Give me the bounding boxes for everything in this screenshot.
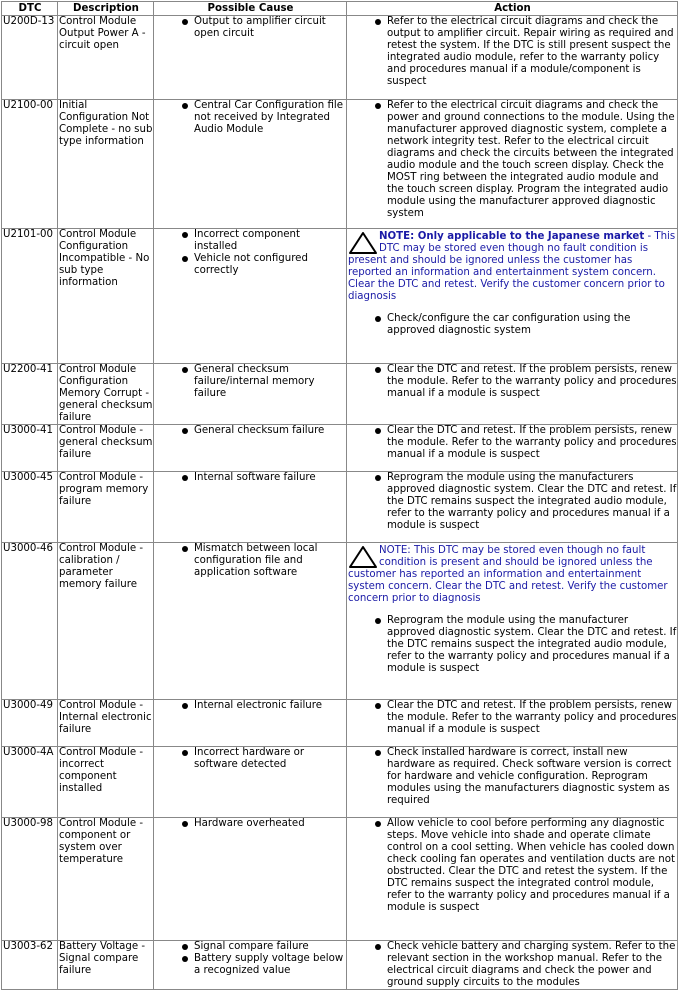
table-row <box>2 100 678 229</box>
cause-list <box>155 100 346 136</box>
cause-text: Internal software failure <box>194 472 316 483</box>
possible-cause-cell <box>154 100 347 229</box>
action-cell <box>347 543 678 700</box>
cause-item <box>155 229 346 253</box>
bullet-icon <box>375 750 381 756</box>
cause-text: Mismatch between local configuration file and application software <box>194 543 318 578</box>
possible-cause-cell <box>154 472 347 543</box>
action-cell <box>347 472 678 543</box>
header-description: Description <box>58 2 154 16</box>
bullet-icon <box>375 428 381 434</box>
note-block <box>348 545 677 605</box>
bullet-icon <box>375 19 381 25</box>
action-item <box>348 16 677 88</box>
possible-cause-cell <box>154 747 347 818</box>
dtc-description: Battery Voltage - Signal compare failure <box>58 941 154 990</box>
bullet-icon <box>375 367 381 373</box>
cause-list <box>155 364 346 400</box>
possible-cause-cell <box>154 818 347 941</box>
action-list <box>348 818 677 914</box>
table-row <box>2 747 678 818</box>
action-text: Allow vehicle to cool before performing any diagnostic steps. Move vehicle into shade and operate climate control on a cool setting. When vehicle has cooled down check cooling fan operates and ventilation ducts are not obstructed. Clear the DTC and retest the system. If the DTC remains suspect the integrated control module, refer to the warranty policy and procedures manual if a module is suspect <box>387 818 675 913</box>
dtc-description: Initial Configuration Not Complete - no sub type information <box>58 100 154 229</box>
note-block <box>348 231 677 303</box>
table-row <box>2 543 678 700</box>
action-list <box>348 472 677 532</box>
bullet-icon <box>182 19 188 25</box>
cause-item <box>155 472 346 484</box>
dtc-table <box>1 1 678 990</box>
bullet-icon <box>182 103 188 109</box>
action-cell <box>347 747 678 818</box>
cause-list <box>155 16 346 40</box>
cause-text: Battery supply voltage below a recognized value <box>194 953 344 976</box>
action-text: Refer to the electrical circuit diagrams and check the power and ground connections to the module. Using the manufacturer approved diagnostic system, complete a network integrity test. Refer to the electrical circuit diagrams and check the circuits between the integrated audio module and the touch screen display. Check the MOST ring between the integrated audio module and the touch screen display. Program the integrated audio module using the manufacturer approved diagnostic system <box>387 100 675 219</box>
header-dtc: DTC <box>2 2 58 16</box>
cause-item <box>155 941 346 953</box>
action-item <box>348 364 677 400</box>
dtc-description: Control Module - general checksum failure <box>58 425 154 472</box>
bullet-icon <box>375 703 381 709</box>
bullet-icon <box>182 821 188 827</box>
dtc-code: U2100-00 <box>2 100 58 229</box>
possible-cause-cell <box>154 700 347 747</box>
action-list <box>348 425 677 461</box>
table-row <box>2 364 678 425</box>
action-item <box>348 818 677 914</box>
cause-item <box>155 16 346 40</box>
action-cell <box>347 100 678 229</box>
bullet-icon <box>182 232 188 238</box>
cause-list <box>155 700 346 712</box>
bullet-icon <box>182 367 188 373</box>
action-list <box>348 100 677 220</box>
cause-text: Incorrect component installed <box>194 229 301 252</box>
action-text: Check/configure the car configuration using the approved diagnostic system <box>387 313 631 336</box>
header-action: Action <box>347 2 678 16</box>
action-text: Clear the DTC and retest. If the problem persists, renew the module. Refer to the warranty policy and procedures manual if a module is suspect <box>387 425 677 460</box>
cause-item <box>155 253 346 277</box>
action-text: Check vehicle battery and charging system. Refer to the relevant section in the workshop manual. Refer to the electrical circuit diagrams and check the power and ground supply circuits to the modules <box>387 941 676 988</box>
action-list <box>348 615 677 675</box>
cause-list <box>155 425 346 437</box>
action-cell <box>347 364 678 425</box>
bullet-icon <box>182 703 188 709</box>
cause-item <box>155 425 346 437</box>
note-heading: NOTE: Only applicable to the Japanese market <box>379 231 645 242</box>
dtc-description: Control Module - incorrect component installed <box>58 747 154 818</box>
dtc-code: U2101-00 <box>2 229 58 364</box>
cause-text: Central Car Configuration file not received by Integrated Audio Module <box>194 100 343 135</box>
possible-cause-cell <box>154 16 347 100</box>
dtc-description: Control Module - component or system over temperature <box>58 818 154 941</box>
dtc-code: U3000-45 <box>2 472 58 543</box>
action-text: Refer to the electrical circuit diagrams and check the output to amplifier circuit. Repair wiring as required and retest the system. If the DTC is still present suspect the integrated audio module, refer to the warranty policy and procedures manual if a module/component is suspect <box>387 16 674 87</box>
cause-item <box>155 747 346 771</box>
note-text: - This DTC may be stored even though no fault condition is present and should be ignored unless the customer has reported an information and entertainment system concern. Clear the DTC and retest. Verify the customer concern prior to diagnosis <box>348 231 676 302</box>
dtc-description: Control Module Output Power A - circuit open <box>58 16 154 100</box>
table-row <box>2 472 678 543</box>
action-cell <box>347 941 678 990</box>
cause-item <box>155 953 346 977</box>
table-row <box>2 700 678 747</box>
dtc-description: Control Module - Internal electronic failure <box>58 700 154 747</box>
dtc-description: Control Module - program memory failure <box>58 472 154 543</box>
action-item <box>348 941 677 989</box>
action-list <box>348 941 677 989</box>
bullet-icon <box>375 103 381 109</box>
action-text: Reprogram the module using the manufacturer approved diagnostic system. Clear the DTC and retest. If the DTC remains suspect the integrated audio module, refer to the warranty policy and procedures manual if a module is suspect <box>387 615 677 674</box>
cause-list <box>155 472 346 484</box>
note-text: NOTE: This DTC may be stored even though no fault condition is present and should be ignored unless the customer has reported an information and entertainment system concern. Clear the DTC and retest. Verify the customer concern prior to diagnosis <box>348 545 668 604</box>
bullet-icon <box>182 546 188 552</box>
action-cell <box>347 700 678 747</box>
dtc-code: U3000-49 <box>2 700 58 747</box>
cause-list <box>155 543 346 579</box>
dtc-description: Control Module Configuration Incompatible - No sub type information <box>58 229 154 364</box>
cause-item <box>155 818 346 830</box>
dtc-code: U200D-13 <box>2 16 58 100</box>
bullet-icon <box>182 475 188 481</box>
bullet-icon <box>375 316 381 322</box>
dtc-code: U3003-62 <box>2 941 58 990</box>
table-row <box>2 425 678 472</box>
cause-text: Signal compare failure <box>194 941 309 952</box>
action-item <box>348 472 677 532</box>
bullet-icon <box>182 750 188 756</box>
dtc-code: U2200-41 <box>2 364 58 425</box>
dtc-description: Control Module Configuration Memory Corrupt - general checksum failure <box>59 364 153 423</box>
cause-item <box>155 364 346 400</box>
cause-list <box>155 747 346 771</box>
table-row <box>2 16 678 100</box>
action-cell <box>347 16 678 100</box>
action-list <box>348 313 677 337</box>
action-item <box>348 747 677 807</box>
action-item <box>348 100 677 220</box>
bullet-icon <box>375 618 381 624</box>
action-cell <box>347 818 678 941</box>
action-text: Reprogram the module using the manufacturers approved diagnostic system. Clear the DTC and retest. If the DTC remains suspect the integrated audio module, refer to the warranty policy and procedures manual if a module is suspect <box>387 472 677 531</box>
cause-item <box>155 543 346 579</box>
cause-list <box>155 229 346 277</box>
dtc-description: Control Module - calibration / parameter memory failure <box>58 543 154 700</box>
bullet-icon <box>182 256 188 262</box>
cause-text: Output to amplifier circuit open circuit <box>194 16 326 39</box>
action-item <box>348 700 677 736</box>
possible-cause-cell <box>154 543 347 700</box>
bullet-icon <box>182 956 188 962</box>
cause-text: Vehicle not configured correctly <box>194 253 308 276</box>
table-header-row <box>2 2 678 16</box>
cause-item <box>155 100 346 136</box>
action-text: Clear the DTC and retest. If the problem persists, renew the module. Refer to the warranty policy and procedures manual if a module is suspect <box>387 364 677 399</box>
cause-text: Internal electronic failure <box>194 700 322 711</box>
cause-text: General checksum failure <box>194 425 325 436</box>
dtc-code: U3000-46 <box>2 543 58 700</box>
cause-text: Incorrect hardware or software detected <box>194 747 305 770</box>
action-list <box>348 700 677 736</box>
header-possible-cause: Possible Cause <box>154 2 347 16</box>
possible-cause-cell <box>154 229 347 364</box>
bullet-icon <box>182 944 188 950</box>
warning-triangle-icon <box>348 545 378 569</box>
dtc-code: U3000-98 <box>2 818 58 941</box>
action-cell <box>347 425 678 472</box>
action-text: Clear the DTC and retest. If the problem persists, renew the module. Refer to the warranty policy and procedures manual if a module is suspect <box>387 700 677 735</box>
cause-text: General checksum failure/internal memory failure <box>194 364 315 399</box>
table-body <box>2 16 678 990</box>
action-text: Check installed hardware is correct, install new hardware as required. Check software version is correct for hardware and vehicle configuration. Reprogram modules using the manufacturers diagnostic system as required <box>387 747 672 806</box>
cause-item <box>155 700 346 712</box>
table-row <box>2 941 678 990</box>
bullet-icon <box>182 428 188 434</box>
cause-list <box>155 941 346 977</box>
action-list <box>348 16 677 88</box>
table-row <box>2 818 678 941</box>
bullet-icon <box>375 944 381 950</box>
action-item <box>348 615 677 675</box>
action-list <box>348 747 677 807</box>
dtc-code: U3000-4A <box>2 747 58 818</box>
cause-list <box>155 818 346 830</box>
possible-cause-cell <box>154 425 347 472</box>
warning-triangle-icon <box>348 231 378 255</box>
bullet-icon <box>375 475 381 481</box>
bullet-icon <box>375 821 381 827</box>
action-list <box>348 364 677 400</box>
dtc-code: U3000-41 <box>2 425 58 472</box>
possible-cause-cell <box>154 364 347 425</box>
action-item <box>348 313 677 337</box>
action-cell <box>347 229 678 364</box>
action-item <box>348 425 677 461</box>
table-row <box>2 229 678 364</box>
cause-text: Hardware overheated <box>194 818 305 829</box>
possible-cause-cell <box>154 941 347 990</box>
